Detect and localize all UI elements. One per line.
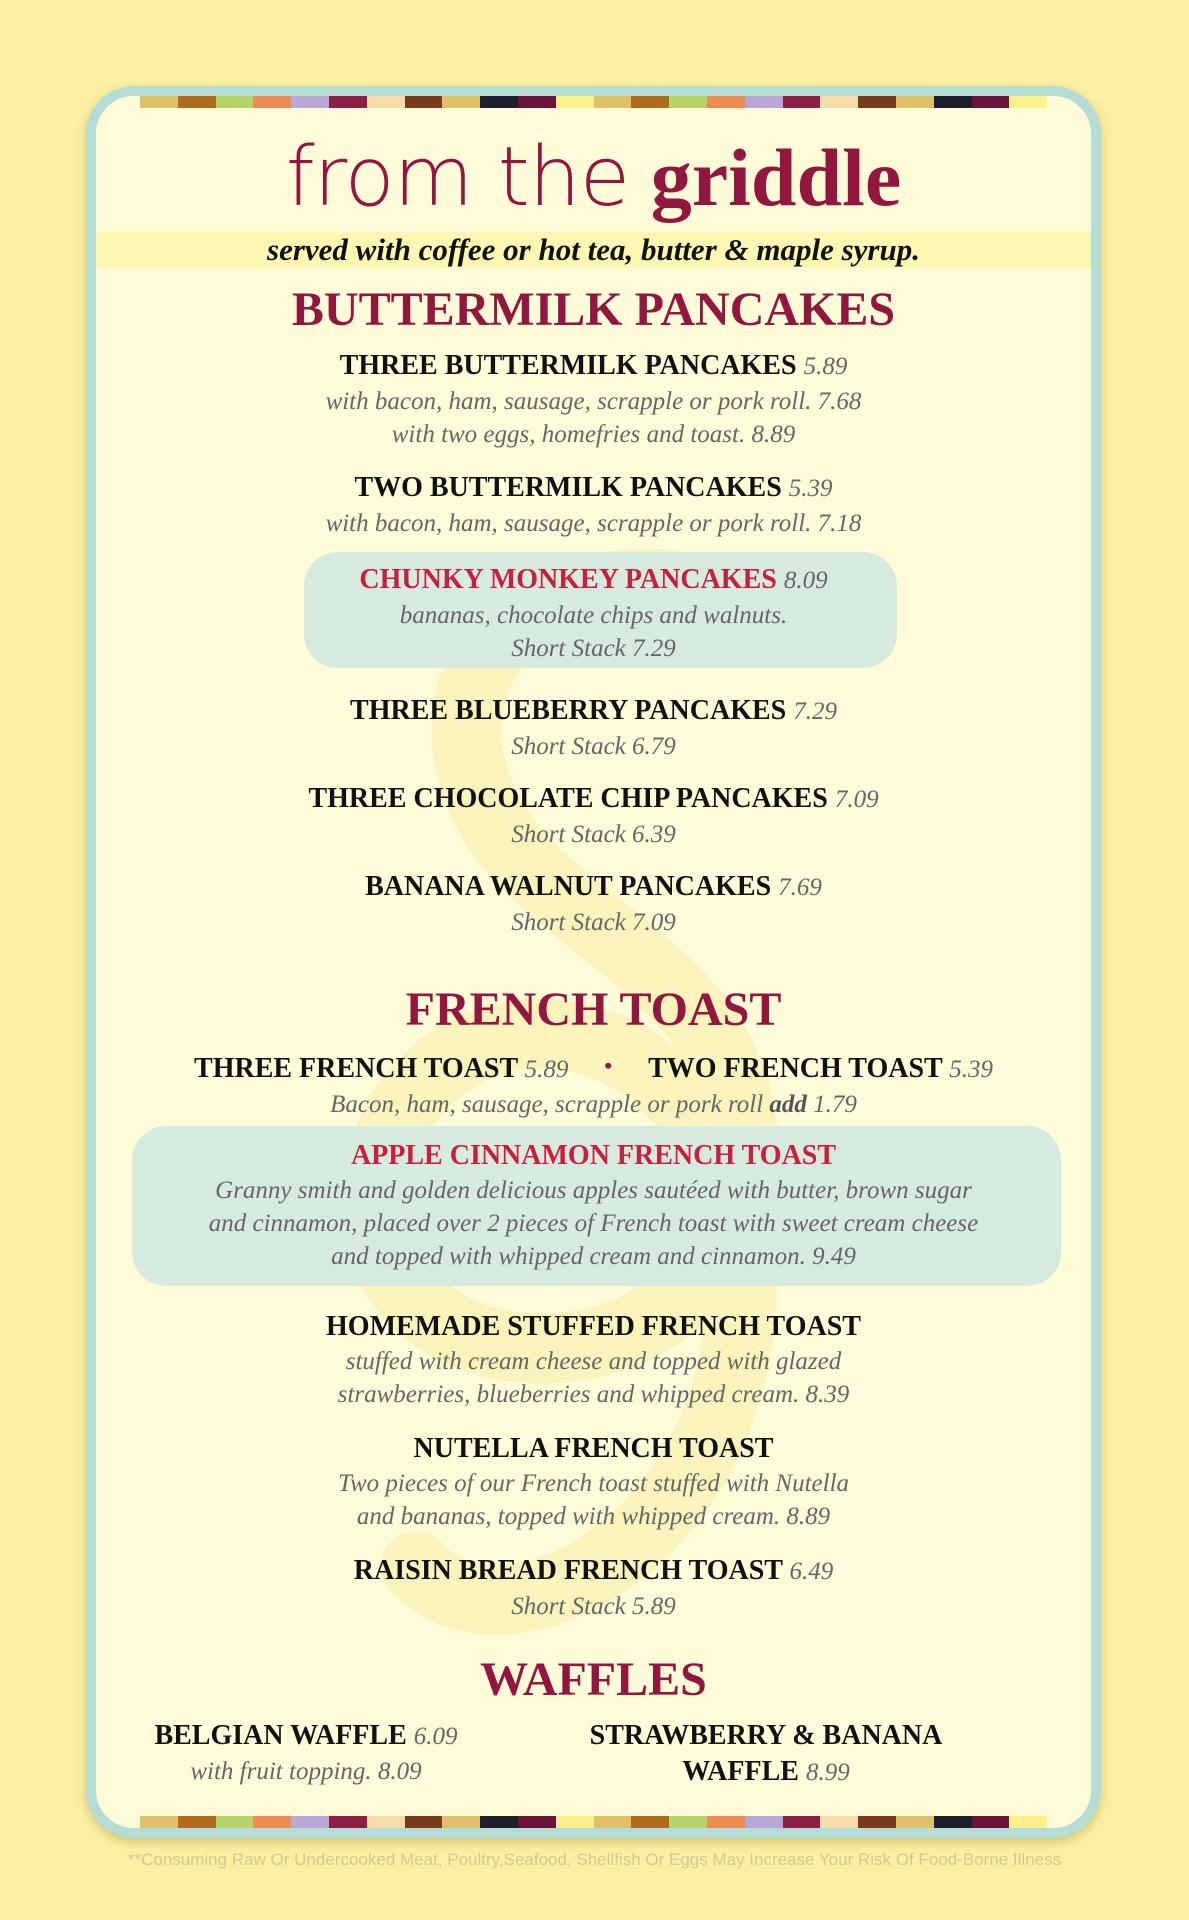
stripe-segment [480, 1816, 518, 1828]
stripe-segment [367, 96, 405, 108]
stripe-segment [1009, 96, 1047, 108]
stripe-segment [178, 1816, 216, 1828]
stripe-segment [405, 96, 443, 108]
addon-word: add [769, 1091, 807, 1118]
stripe-segment [556, 96, 594, 108]
stripe-segment [820, 96, 858, 108]
item-name: WAFFLE [682, 1756, 799, 1787]
item-price: 5.39 [949, 1056, 993, 1083]
item-name: TWO FRENCH TOAST [648, 1053, 943, 1084]
menu-item [96, 1309, 1091, 1411]
item-price: 7.69 [778, 874, 822, 901]
item-description: with two eggs, homefries and toast. 8.89 [391, 421, 796, 448]
item-name: THREE BUTTERMILK PANCAKES [339, 350, 797, 381]
item-description: with bacon, ham, sausage, scrapple or pork roll. 7.68 [325, 388, 862, 415]
footer-disclaimer: **Consuming Raw Or Undercooked Meat, Poultry,Seafood, Shellfish Or Eggs May Increase Your Risk Of Food-Borne Illness [127, 1850, 1062, 1869]
menu-item [96, 781, 1091, 851]
menu-item-featured [96, 562, 1091, 665]
stripe-segment [707, 1816, 745, 1828]
item-description: and topped with whipped cream and cinnamon. 9.49 [331, 1243, 856, 1270]
menu-item [96, 1431, 1091, 1533]
section-title-pancakes: BUTTERMILK PANCAKES [291, 283, 896, 336]
item-description: and bananas, topped with whipped cream. 8.89 [356, 1503, 831, 1530]
stripe-segment [216, 96, 254, 108]
stripe-segment [631, 1816, 669, 1828]
stripe-segment [783, 96, 821, 108]
stripe-segment [745, 1816, 783, 1828]
stripe-segment [480, 96, 518, 108]
item-name: BELGIAN WAFFLE [154, 1720, 407, 1751]
item-name: RAISIN BREAD FRENCH TOAST [353, 1555, 783, 1586]
item-name: STRAWBERRY & BANANA [589, 1720, 943, 1751]
item-description: with fruit topping. 8.09 [190, 1758, 422, 1785]
item-name: NUTELLA FRENCH TOAST [413, 1433, 774, 1464]
stripe-segment [253, 96, 291, 108]
stripe-segment [631, 96, 669, 108]
stripe-segment [783, 1816, 821, 1828]
item-price: 7.09 [834, 786, 879, 813]
title-bold: griddle [650, 132, 902, 223]
stripe-segment [594, 1816, 632, 1828]
item-name: APPLE CINNAMON FRENCH TOAST [350, 1140, 837, 1171]
stripe-segment [896, 96, 934, 108]
item-price: 8.99 [805, 1759, 850, 1786]
stripe-segment [745, 96, 783, 108]
item-description: Short Stack 7.29 [511, 635, 676, 662]
menu-card [86, 86, 1101, 1838]
menu-item [96, 348, 1091, 451]
section-title-waffles: WAFFLES [480, 1653, 707, 1706]
stripe-segment [518, 1816, 556, 1828]
stripe-segment [253, 1816, 291, 1828]
item-description: Short Stack 7.09 [511, 909, 676, 936]
item-price: 7.29 [793, 698, 837, 725]
title-light: from the [285, 130, 630, 225]
stripe-segment [896, 1816, 934, 1828]
decorative-stripe-top [140, 96, 1047, 108]
stripe-segment [972, 96, 1010, 108]
item-description: with bacon, ham, sausage, scrapple or pork roll. 7.18 [325, 510, 862, 537]
item-price: 5.89 [803, 353, 848, 380]
stripe-segment [140, 96, 178, 108]
menu-item [96, 1553, 1091, 1623]
item-description: and cinnamon, placed over 2 pieces of French toast with sweet cream cheese [208, 1210, 979, 1237]
item-description: Granny smith and golden delicious apples sautéed with butter, brown sugar [215, 1177, 972, 1204]
item-description: Short Stack 6.39 [511, 821, 676, 848]
item-price: 6.49 [789, 1558, 834, 1585]
item-name: THREE BLUEBERRY PANCAKES [350, 695, 787, 726]
stripe-segment [858, 96, 896, 108]
item-description: bananas, chocolate chips and walnuts. [399, 602, 788, 629]
menu-item-strawberry-banana-waffle [536, 1718, 996, 1791]
stripe-segment [291, 96, 329, 108]
menu-item-combo [96, 1048, 1091, 1121]
item-name: THREE FRENCH TOAST [194, 1053, 518, 1084]
menu-item [96, 869, 1091, 939]
stripe-segment [707, 96, 745, 108]
item-name: TWO BUTTERMILK PANCAKES [354, 472, 782, 503]
menu-item-belgian-waffle [136, 1718, 476, 1788]
stripe-segment [178, 96, 216, 108]
subtitle: served with coffee or hot tea, butter & maple syrup. [96, 232, 1091, 268]
stripe-segment [972, 1816, 1010, 1828]
stripe-segment [291, 1816, 329, 1828]
item-name: BANANA WALNUT PANCAKES [365, 871, 772, 902]
item-price: 5.39 [788, 475, 833, 502]
stripe-segment [329, 1816, 367, 1828]
stripe-segment [669, 96, 707, 108]
item-price: 5.89 [524, 1056, 569, 1083]
stripe-segment [556, 1816, 594, 1828]
item-name: HOMEMADE STUFFED FRENCH TOAST [326, 1311, 861, 1342]
addon-text: Bacon, ham, sausage, scrapple or pork roll [330, 1091, 764, 1118]
stripe-segment [140, 1816, 178, 1828]
stripe-segment [405, 1816, 443, 1828]
item-description: strawberries, blueberries and whipped cream. 8.39 [337, 1381, 850, 1408]
stripe-segment [367, 1816, 405, 1828]
item-name: CHUNKY MONKEY PANCAKES [359, 564, 777, 595]
stripe-segment [329, 96, 367, 108]
stripe-segment [858, 1816, 896, 1828]
item-description: Two pieces of our French toast stuffed with Nutella [337, 1470, 850, 1497]
decorative-stripe-bottom [140, 1816, 1047, 1828]
menu-item [96, 470, 1091, 540]
page-title [96, 116, 1091, 238]
separator-dot-icon: • [604, 1053, 613, 1078]
item-price: 6.09 [413, 1723, 458, 1750]
stripe-segment [820, 1816, 858, 1828]
stripe-segment [934, 96, 972, 108]
stripe-segment [216, 1816, 254, 1828]
menu-item-featured [96, 1138, 1091, 1273]
menu-item [96, 693, 1091, 763]
item-description: stuffed with cream cheese and topped with glazed [345, 1348, 842, 1375]
item-description: Short Stack 6.79 [511, 733, 676, 760]
item-name: THREE CHOCOLATE CHIP PANCAKES [308, 783, 828, 814]
item-description: Short Stack 5.89 [511, 1593, 676, 1620]
addon-price: 1.79 [813, 1091, 857, 1118]
stripe-segment [518, 96, 556, 108]
stripe-segment [934, 1816, 972, 1828]
stripe-segment [669, 1816, 707, 1828]
stripe-segment [594, 96, 632, 108]
section-title-french-toast: FRENCH TOAST [405, 983, 782, 1036]
stripe-segment [1009, 1816, 1047, 1828]
stripe-segment [442, 96, 480, 108]
item-price: 8.09 [783, 567, 828, 594]
stripe-segment [442, 1816, 480, 1828]
